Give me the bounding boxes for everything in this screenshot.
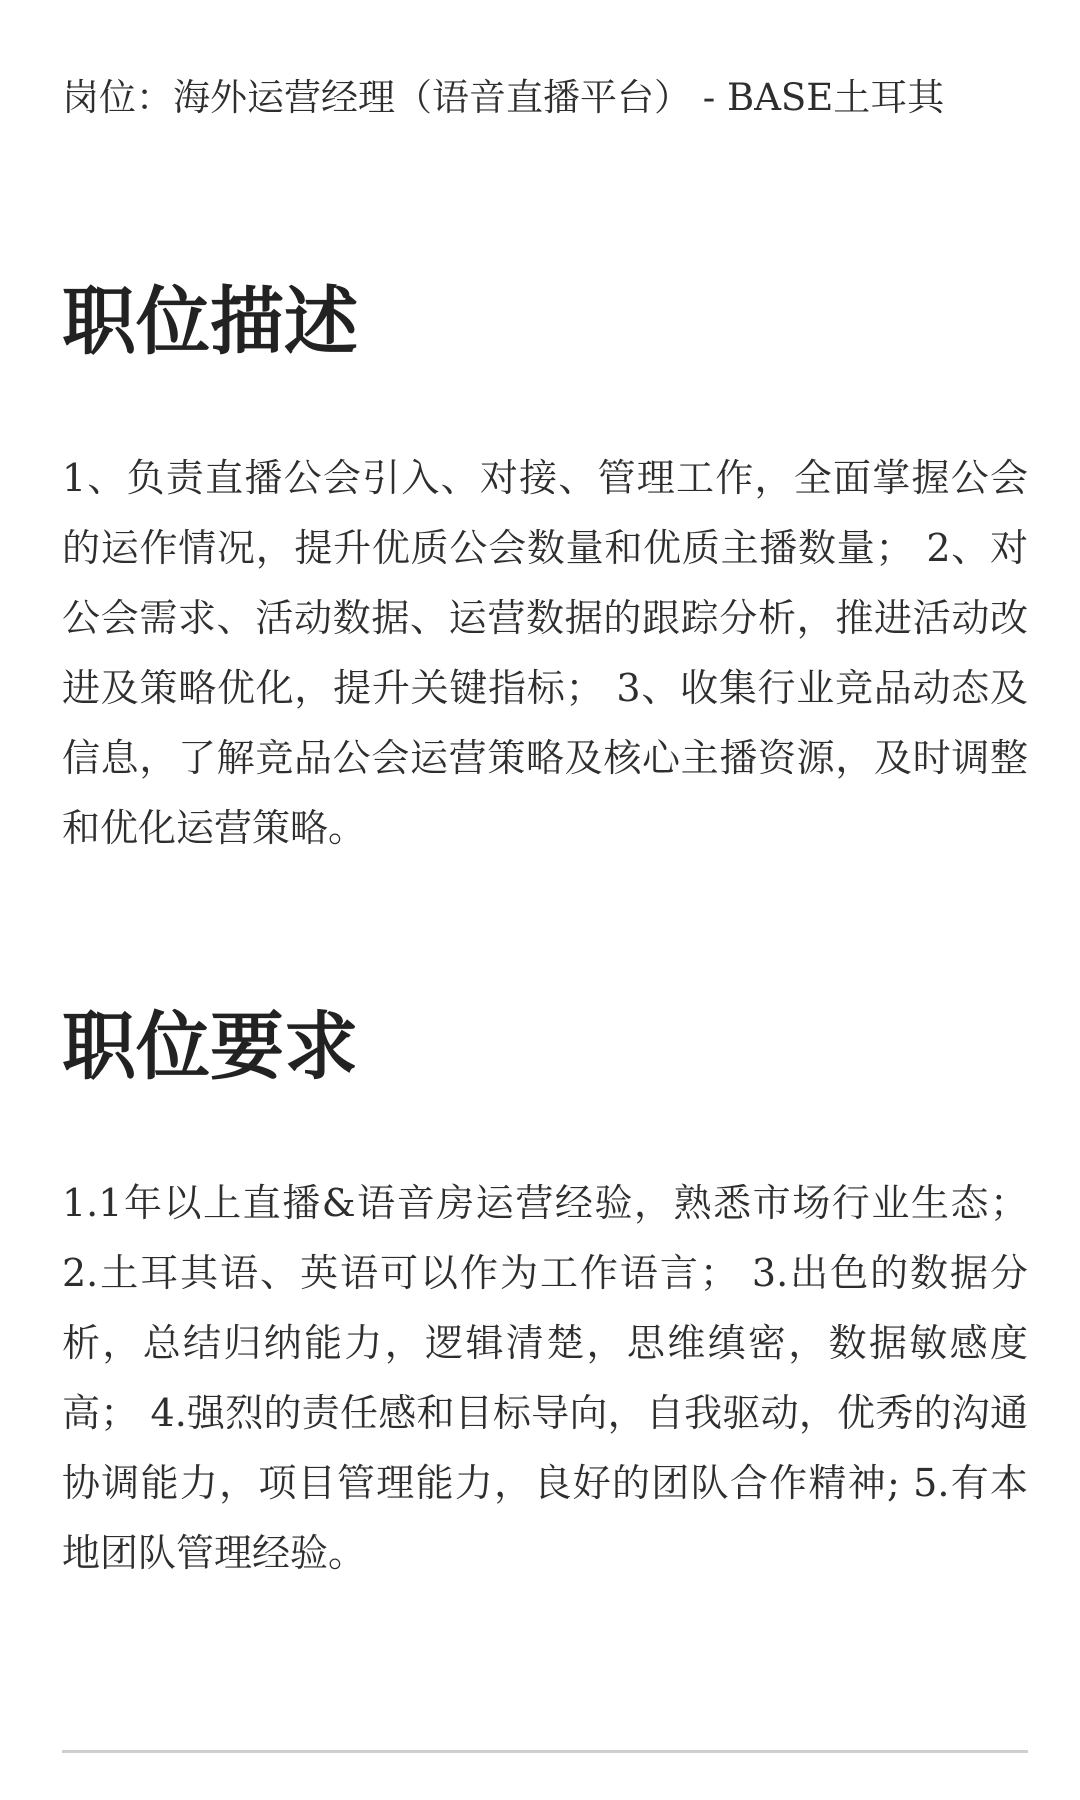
job-description-text: 1、负责直播公会引入、对接、管理工作，全面掌握公会的运作情况，提升优质公会数量和优质主播数量； 2、对公会需求、活动数据、运营数据的跟踪分析，推进活动改进及策略优化，提升关键指标； 3、收集行业竞品动态及信息，了解竞品公会运营策略及核心主播资源，及时调整和优化运营策略。 (62, 456, 1028, 850)
position-title: 岗位：海外运营经理（语音直播平台） - BASE土耳其 (62, 76, 945, 119)
job-description-heading: 职位描述 (62, 279, 358, 365)
divider (62, 1750, 1028, 1753)
job-requirements-heading: 职位要求 (62, 1004, 358, 1090)
job-requirements-text: 1.1年以上直播&语音房运营经验，熟悉市场行业生态； 2.土耳其语、英语可以作为工作语言； 3.出色的数据分析，总结归纳能力，逻辑清楚，思维缜密，数据敏感度高； 4.强烈的责任感和目标导向，自我驱动，优秀的沟通协调能力，项目管理能力，良好的团队合作精神; 5.有本地团队管理经验。 (62, 1181, 1028, 1575)
